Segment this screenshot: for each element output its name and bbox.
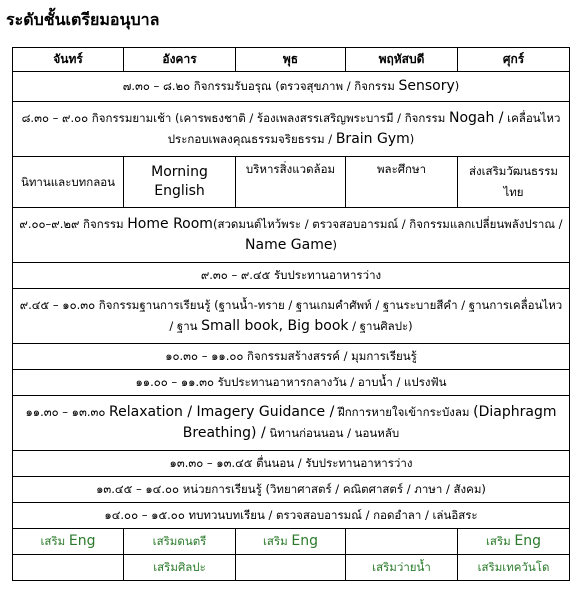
table-row (13, 451, 570, 477)
row-review: ๑๔.๐๐ – ๑๕.๐๐ ทบทวนบทเรียน / ตรวจสอบอารมณ์ / กอดอำลา / เล่นอิสระ (13, 503, 570, 529)
cell-tuesday-extra-2: เสริมศิลปะ (124, 555, 236, 581)
row-morning-welcome: ๗.๓๐ – ๘.๒๐ กิจกรรมรับอรุณ (ตรวจสุขภาพ / กิจกรรม Sensory) (13, 72, 570, 102)
cell-friday-extra: เสริม Eng (458, 529, 570, 555)
row-home-room: ๙.๐๐–๙.๒๙ กิจกรรม Home Room(สวดมนต์ไหว้พระ / ตรวจสอบอารมณ์ / กิจกรรมแลกเปลี่ยนพลังปราณ / Name Game) (13, 208, 570, 263)
cell-wednesday-activity: บริหารสิ่งแวดล้อม (236, 157, 346, 208)
cell-thursday-extra (346, 529, 458, 555)
header-friday: ศุกร์ (458, 48, 570, 72)
row-wake-up: ๑๓.๓๐ – ๑๓.๔๕ ตื่นนอน / รับประทานอาหารว่าง (13, 451, 570, 477)
cell-thursday-activity: พละศึกษา (346, 157, 458, 208)
row-learning-stations: ๙.๔๕ – ๑๐.๓๐ กิจกรรมฐานการเรียนรู้ (ฐานน้ำ-ทราย / ฐานเกมคำศัพท์ / ฐานระบายสีคำ / ฐานการเคลื่อนไหว / ฐาน Small book, Big book / ฐานศิลปะ) (13, 289, 570, 344)
table-row (13, 503, 570, 529)
table-row (13, 396, 570, 451)
schedule-table (12, 47, 570, 581)
row-relaxation: ๑๑.๓๐ – ๑๓.๓๐ Relaxation / Imagery Guidance / ฝึกการหายใจเข้ากระบังลม (Diaphragm Breathing) / นิทานก่อนนอน / นอนหลับ (13, 396, 570, 451)
table-row (13, 157, 570, 208)
row-lunch: ๑๑.๐๐ – ๑๑.๓๐ รับประทานอาหารกลางวัน / อาบน้ำ / แปรงฟัน (13, 370, 570, 396)
row-learning-units: ๑๓.๔๕ – ๑๔.๐๐ หน่วยการเรียนรู้ (วิทยาศาสตร์ / คณิตศาสตร์ / ภาษา / สังคม) (13, 477, 570, 503)
row-morning-activity: ๘.๓๐ – ๙.๐๐ กิจกรรมยามเช้า (เคารพธงชาติ / ร้องเพลงสรรเสริญพระบารมี / กิจกรรม Nogah / เคลื่อนไหวประกอบเพลงคุณธรรมจริยธรรม / Brain Gym) (13, 102, 570, 157)
cell-tuesday-extra: เสริมดนตรี (124, 529, 236, 555)
cell-tuesday-activity: Morning English (124, 157, 236, 208)
table-row (13, 72, 570, 102)
header-tuesday: อังคาร (124, 48, 236, 72)
cell-monday-extra-2 (13, 555, 124, 581)
table-header-row (13, 48, 570, 72)
cell-wednesday-extra: เสริม Eng (236, 529, 346, 555)
header-wednesday: พุธ (236, 48, 346, 72)
page-title: ระดับชั้นเตรียมอนุบาล (6, 10, 160, 29)
table-row (13, 208, 570, 263)
row-creative: ๑๐.๓๐ – ๑๑.๐๐ กิจกรรมสร้างสรรค์ / มุมการเรียนรู้ (13, 344, 570, 370)
cell-wednesday-extra-2 (236, 555, 346, 581)
table-row (13, 477, 570, 503)
cell-friday-extra-2: เสริมเทควันโด (458, 555, 570, 581)
header-thursday: พฤหัสบดี (346, 48, 458, 72)
table-row (13, 102, 570, 157)
table-row (13, 529, 570, 555)
cell-friday-activity: ส่งเสริมวัฒนธรรมไทย (458, 157, 570, 208)
row-snack-morning: ๙.๓๐ – ๙.๔๕ รับประทานอาหารว่าง (13, 263, 570, 289)
header-monday: จันทร์ (13, 48, 124, 72)
table-row (13, 370, 570, 396)
cell-monday-extra: เสริม Eng (13, 529, 124, 555)
cell-monday-activity: นิทานและบทกลอน (13, 157, 124, 208)
table-row (13, 344, 570, 370)
table-row (13, 263, 570, 289)
table-row (13, 555, 570, 581)
cell-thursday-extra-2: เสริมว่ายน้ำ (346, 555, 458, 581)
table-row (13, 289, 570, 344)
